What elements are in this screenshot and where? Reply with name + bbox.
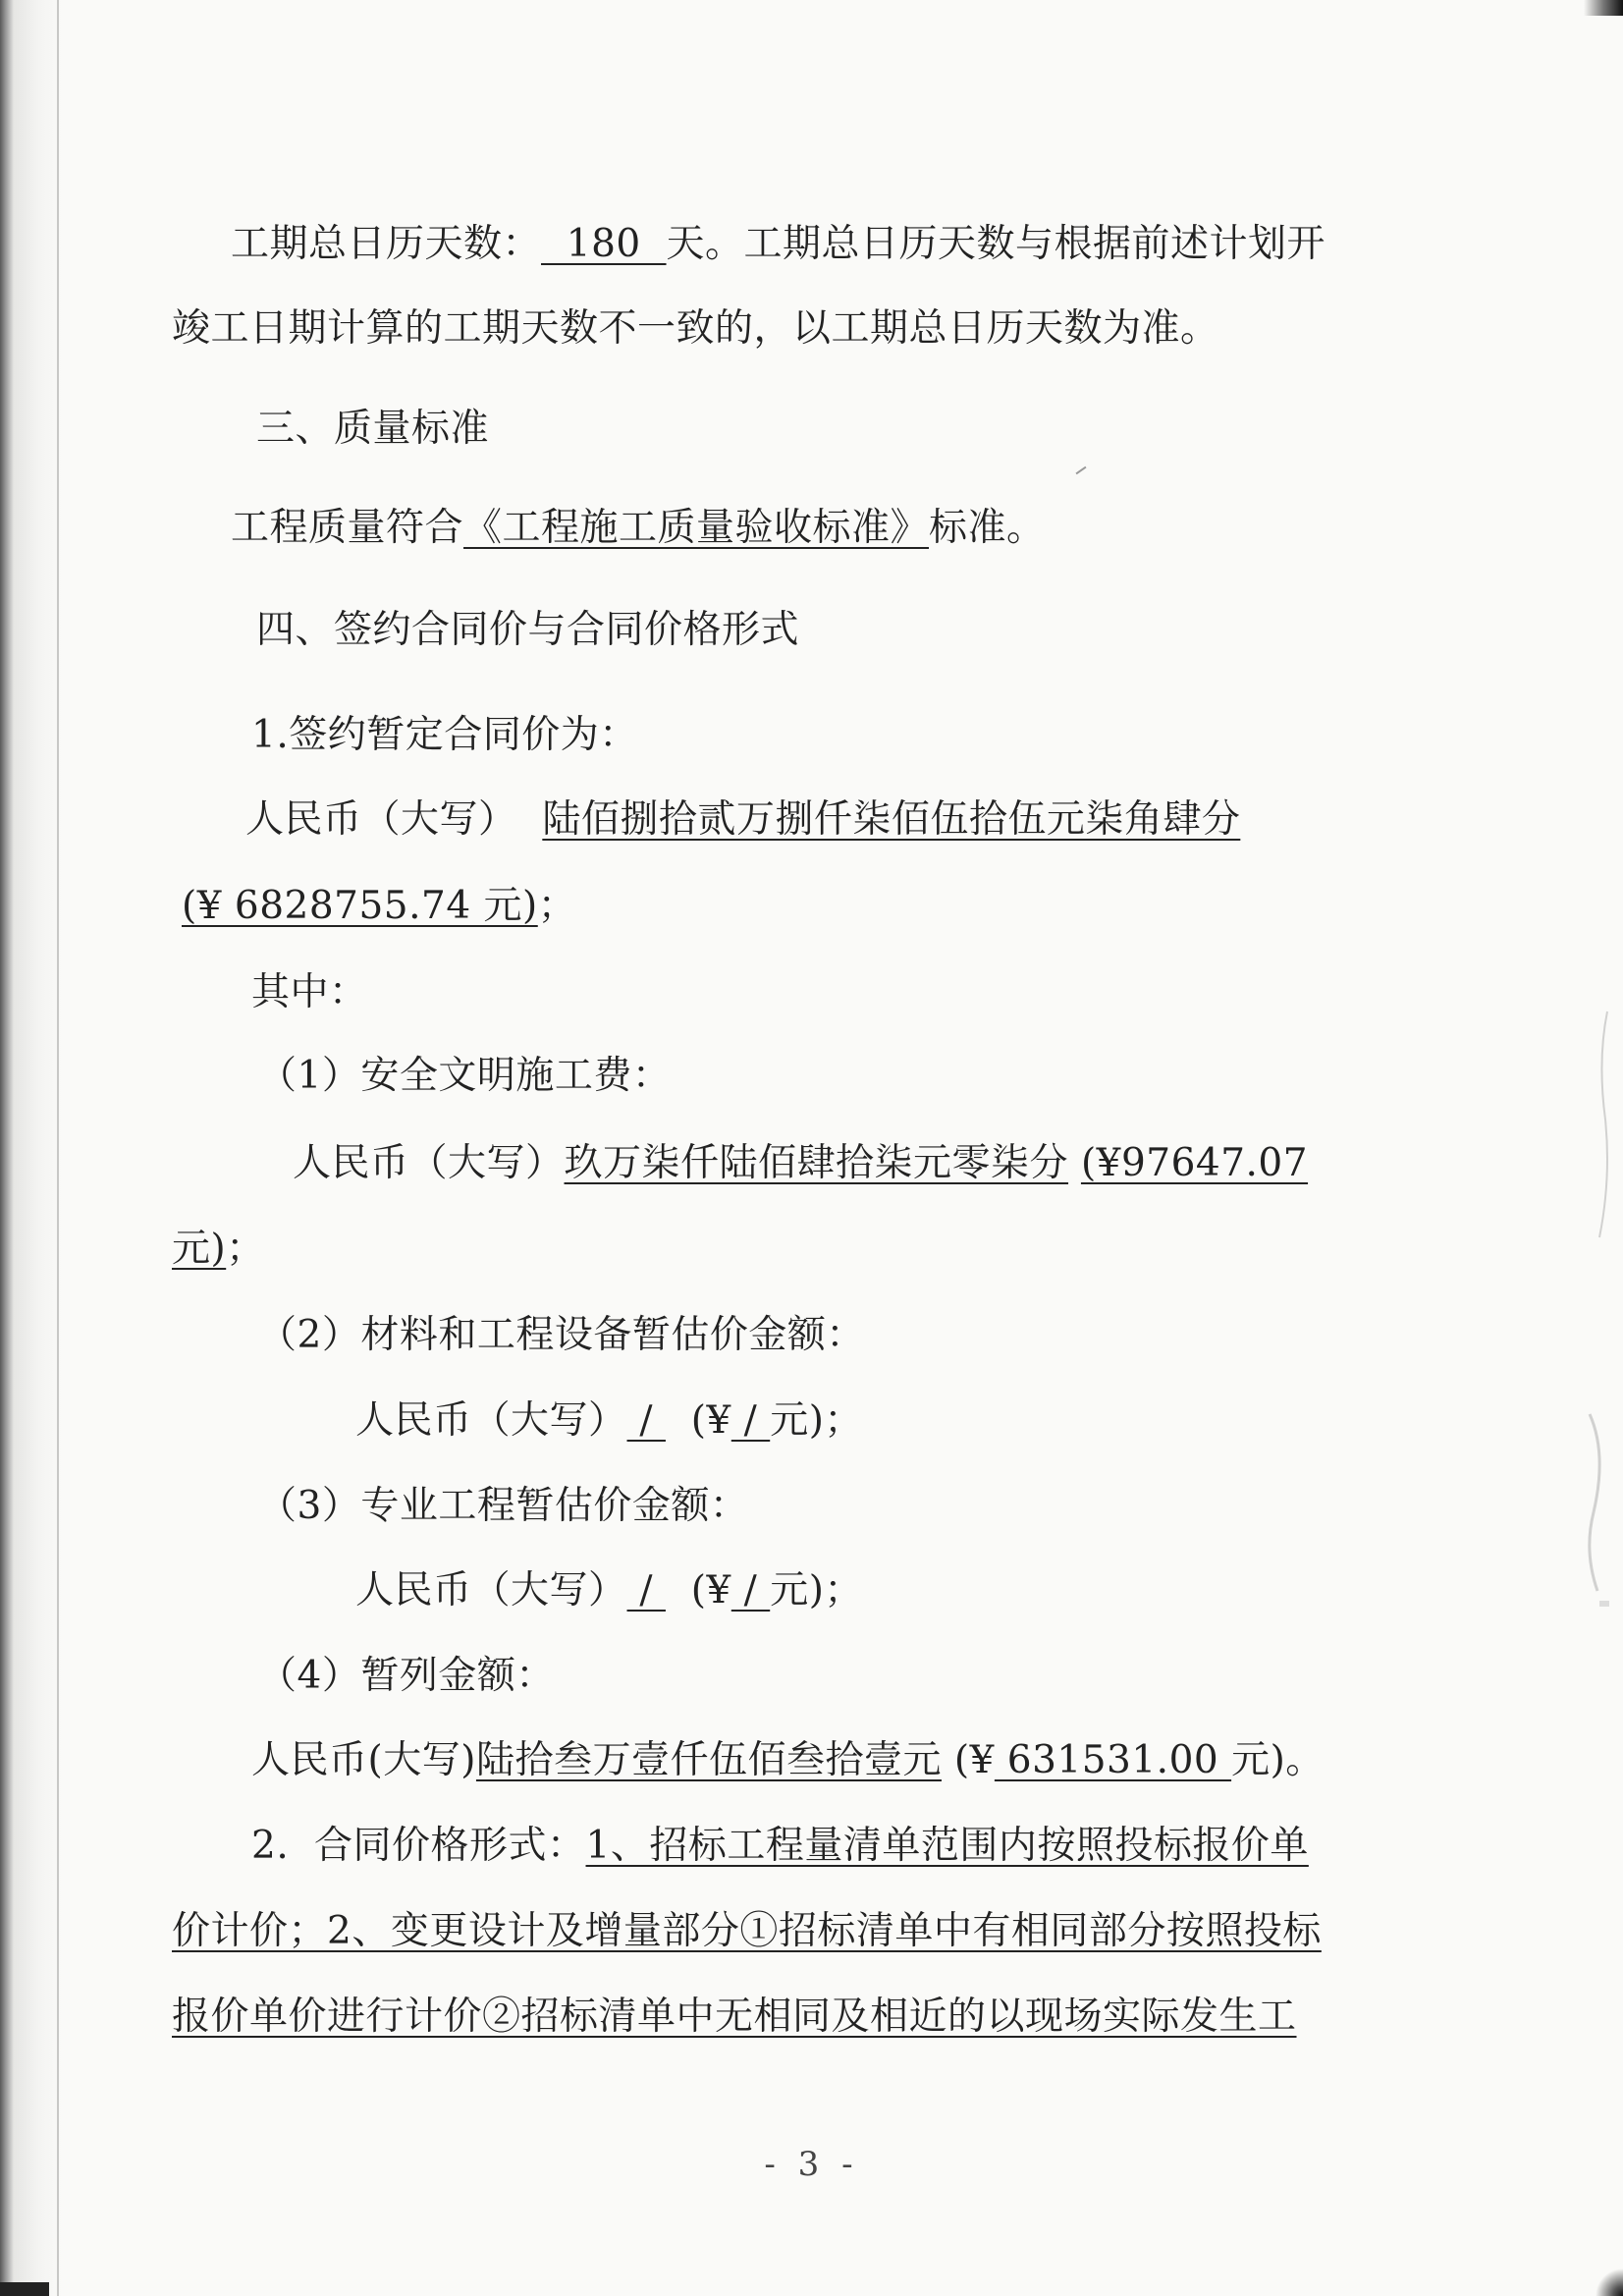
- rmb-label: 人民币（大写）: [245, 797, 517, 842]
- quality-suffix: 标准。: [929, 506, 1046, 550]
- scan-corner-shadow: [1584, 0, 1623, 16]
- safety-amount-figure-part2: 元): [172, 1227, 227, 1271]
- provisional-figure-value: 631531.00: [994, 1738, 1232, 1782]
- safety-amount-line: [293, 1141, 1309, 1185]
- semicolon: ；: [537, 884, 577, 928]
- duration-prefix: 工期总日历天数：: [231, 222, 542, 266]
- sub2-rmb-label: 人民币（大写）: [355, 1398, 627, 1443]
- item-1-label: 1.签约暂定合同价为：: [251, 713, 638, 757]
- sub3-figure-close: 元)；: [770, 1568, 863, 1613]
- provisional-rmb-label: 人民币(大写): [251, 1738, 476, 1782]
- sub3-words: /: [626, 1568, 666, 1613]
- sub-item-4-label: （4）暂列金额：: [258, 1654, 555, 1698]
- sub2-figure-open: (¥: [690, 1398, 731, 1443]
- item-2-text-line-1: 1、招标工程量清单范围内按照投标报价单: [585, 1824, 1309, 1868]
- duration-value: 180: [541, 222, 667, 266]
- safety-rmb-label: 人民币（大写）: [293, 1141, 565, 1185]
- scan-edge-line: [57, 0, 59, 2296]
- item-2-line-2: [172, 1909, 1322, 1953]
- item-2-text-line-3: 报价单价进行计价②招标清单中无相同及相近的以现场实际发生工: [172, 1995, 1297, 2039]
- safety-amount-words: 玖万柒仟陆佰肆拾柒元零柒分: [564, 1141, 1069, 1185]
- partial-seal-mark: [1578, 1002, 1615, 1611]
- among-label: 其中：: [251, 970, 368, 1014]
- section-3-heading: 三、质量标准: [256, 407, 490, 451]
- sub2-words: /: [626, 1398, 666, 1443]
- provisional-words: 陆拾叁万壹仟伍佰叁拾壹元: [475, 1738, 942, 1782]
- duration-line-1: [231, 222, 1326, 266]
- item-2-text-line-2: 价计价；2、变更设计及增量部分①招标清单中有相同部分按照投标: [172, 1909, 1322, 1953]
- provisional-figure-open: (¥: [953, 1738, 995, 1782]
- contract-amount-figure: (¥ 6828755.74 元): [182, 884, 538, 928]
- provisional-amount-line: [251, 1738, 1325, 1782]
- sub2-figure-close: 元)；: [770, 1398, 863, 1443]
- quality-standard: 《工程施工质量验收标准》: [463, 506, 930, 550]
- scan-corner-shadow: [1594, 2267, 1623, 2296]
- quality-prefix: 工程质量符合: [231, 506, 464, 550]
- scan-corner-shadow: [0, 2282, 49, 2296]
- provisional-figure-close: 元)。: [1231, 1738, 1325, 1782]
- duration-suffix: 天。工期总日历天数与根据前述计划开: [666, 222, 1326, 266]
- scan-binding-edge: [0, 0, 63, 2296]
- sub3-figure-value: /: [730, 1568, 771, 1613]
- safety-amount-figure-part1: (¥97647.07: [1080, 1141, 1309, 1185]
- item-2-line-3: [172, 1995, 1297, 2039]
- page-number: - 3 -: [764, 2145, 859, 2184]
- item-2-line-1: [251, 1824, 1309, 1868]
- sub3-rmb-label: 人民币（大写）: [355, 1568, 627, 1613]
- contract-amount-words: 陆佰捌拾贰万捌仟柒佰伍拾伍元柒角肆分: [542, 797, 1241, 842]
- contract-amount-line: [245, 797, 1241, 842]
- semicolon: ；: [226, 1227, 265, 1271]
- quality-line: [231, 506, 1046, 550]
- sub-item-1-label: （1）安全文明施工费：: [258, 1054, 672, 1098]
- duration-line-2: 竣工日期计算的工期天数不一致的，以工期总日历天数为准。: [172, 306, 1219, 351]
- contract-amount-figure-line: [182, 884, 577, 928]
- sub-item-3-amount-line: [355, 1568, 863, 1613]
- section-4-heading: 四、签约合同价与合同价格形式: [256, 608, 800, 652]
- sub-item-2-amount-line: [355, 1398, 863, 1443]
- sub-item-2-label: （2）材料和工程设备暂估价金额：: [258, 1313, 865, 1357]
- sub3-figure-open: (¥: [690, 1568, 731, 1613]
- item-2-prefix: 2. 合同价格形式：: [251, 1824, 586, 1868]
- safety-amount-line-2: [172, 1227, 265, 1271]
- sub-item-3-label: （3）专业工程暂估价金额：: [258, 1484, 749, 1528]
- scan-speck: [1076, 466, 1087, 475]
- sub2-figure-value: /: [730, 1398, 771, 1443]
